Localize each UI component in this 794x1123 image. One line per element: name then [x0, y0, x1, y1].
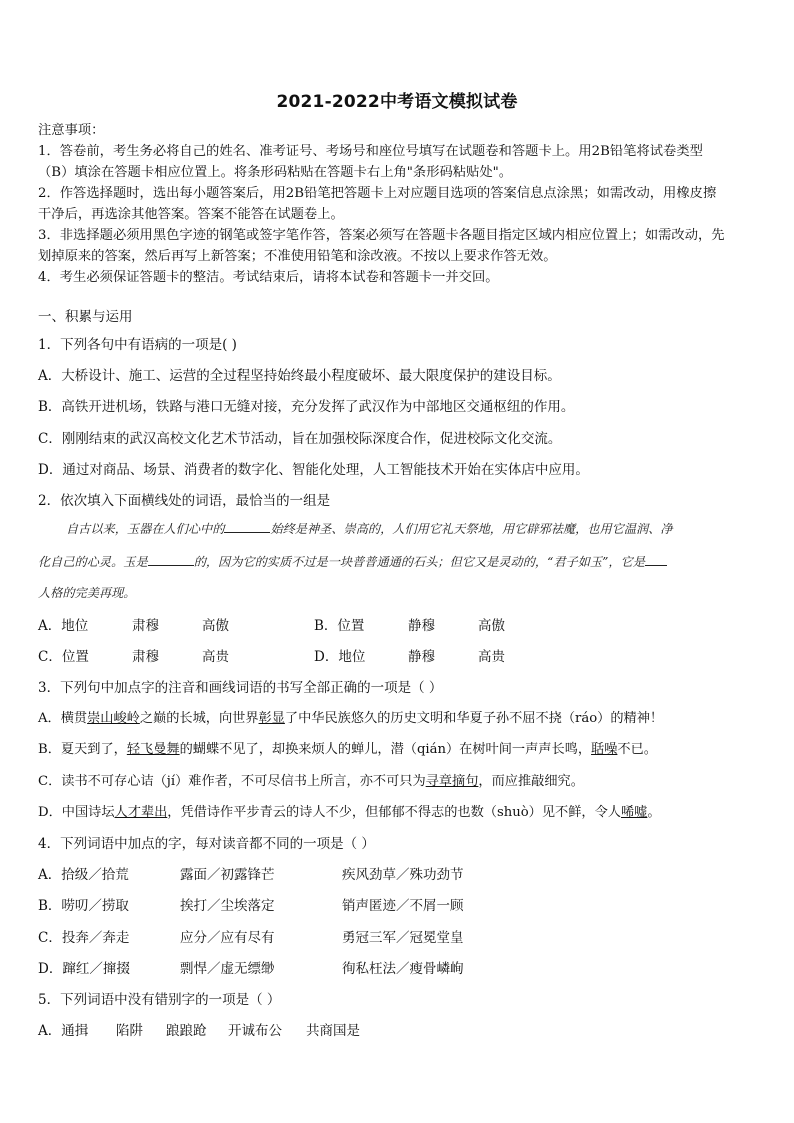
q2-options-row-2	[38, 645, 505, 665]
q4-cell: 剽悍／虚无缥缈	[180, 961, 275, 977]
q4-option-b	[38, 894, 464, 914]
q3-text: A．横贯	[38, 711, 88, 726]
q2-option-d: D．地位	[314, 649, 366, 665]
q2-passage-text: 的，因为它的实质不过是一块普普通通的石头；但它又是灵动的，“君子如玉”，它是	[193, 555, 645, 569]
q2-option-word: 肃穆	[132, 649, 159, 665]
q2-option-c: C．位置	[38, 649, 89, 665]
q3-option-a	[38, 707, 663, 726]
q3-option-c	[38, 770, 584, 789]
q2-passage-text: 化自己的心灵。玉是	[38, 555, 148, 569]
q2-passage-line-3: 人格的完美再现。	[38, 586, 136, 600]
q3-text: B．夏天到了，	[38, 742, 127, 757]
q2-option-word: 肃穆	[132, 618, 159, 634]
q5-stem: 5．下列词语中没有错别字的一项是（ ）	[38, 992, 281, 1008]
q4-option-d	[38, 957, 464, 977]
q5-word: A．通揖	[38, 1023, 89, 1039]
section-heading: 一、积累与运用	[38, 309, 133, 325]
q5-word: 开诚布公	[228, 1023, 282, 1039]
q4-stem: 4．下列词语中加点的字，每对读音都不同的一项是（ ）	[38, 836, 375, 852]
q2-blank-1	[224, 520, 270, 533]
q1-option-b: B．高铁开进机场，铁路与港口无缝对接，充分发挥了武汉作为中部地区交通枢纽的作用。	[38, 399, 575, 415]
q4-option-a	[38, 863, 464, 883]
q4-cell: C．投奔／奔走	[38, 930, 130, 946]
q2-option-b: B．位置	[314, 618, 365, 634]
q1-stem: 1．下列各句中有语病的一项是( )	[38, 337, 237, 353]
q4-cell: 徇私枉法／瘦骨嶙峋	[342, 961, 464, 977]
q3-text: 的蝴蝶不见了，却换来烦人的蝉儿，潜（qián）在树叶间一声声长鸣，	[179, 742, 592, 757]
q3-underlined-word: 崇山峻岭	[87, 711, 140, 726]
q3-text: 之巅的长城，向世界	[139, 711, 259, 726]
q3-text: D．中国诗坛	[38, 805, 115, 820]
q3-underlined-word: 轻飞曼舞	[126, 742, 180, 757]
q2-stem: 2．依次填入下面横线处的词语，最恰当的一组是	[38, 493, 331, 509]
q4-cell: 应分／应有尽有	[180, 930, 275, 946]
q1-option-c: C．刚刚结束的武汉高校文化艺术节活动，旨在加强校际深度合作，促进校际文化交流。	[38, 431, 562, 447]
notes-line: 1．答卷前，考生务必将自己的姓名、准考证号、考场号和座位号填写在试题卷和答题卡上。用2B铅笔将试卷类型	[38, 144, 703, 159]
q3-underlined-word: 唏嘘	[620, 805, 648, 820]
q2-blank-3	[645, 553, 667, 566]
q3-text: ，而应推敲细究。	[478, 774, 584, 789]
q4-option-c	[38, 926, 464, 946]
q3-underlined-word: 聒噪	[591, 742, 618, 757]
q4-cell: 疾风劲草／殊功劲节	[342, 867, 464, 883]
q2-passage-text: 始终是神圣、崇高的，人们用它礼天祭地，用它辟邪祛魔，也用它温润、净	[270, 522, 673, 536]
q2-option-word: 高傲	[202, 618, 229, 634]
notes-line: 2．作答选择题时，选出每小题答案后，用2B铅笔把答题卡上对应题目选项的答案信息点涂黑；如需改动，用橡皮擦	[38, 186, 717, 201]
q2-options-row-1	[38, 614, 505, 634]
q3-text: 了中华民族悠久的历史文明和华夏子孙不屈不挠（ráo）的精神！	[284, 711, 664, 726]
notes-line: 干净后，再选涂其他答案。答案不能答在试题卷上。	[38, 207, 344, 222]
q5-option-a	[38, 1019, 360, 1039]
q4-cell: B．唠叨／捞取	[38, 898, 129, 914]
notes-line: 4．考生必须保证答题卡的整洁。考试结束后，请将本试卷和答题卡一并交回。	[38, 270, 499, 285]
notes-line: （B）填涂在答题卡相应位置上。将条形码粘贴在答题卡右上角"条形码粘贴处"。	[38, 165, 513, 180]
q2-option-word: 静穆	[408, 649, 435, 665]
notes-heading: 注意事项：	[38, 123, 105, 138]
q3-text: ，凭借诗作平步青云的诗人不少，但郁郁不得志的也数（shuò）见不鲜，令人	[167, 805, 621, 820]
q4-cell: 挨打／尘埃落定	[180, 898, 275, 914]
q2-option-word: 高傲	[478, 618, 505, 634]
q3-stem: 3．下列句中加点字的注音和画线词语的书写全部正确的一项是（ ）	[38, 680, 443, 696]
q4-cell: 露面／初露锋芒	[180, 867, 275, 883]
q5-word: 共商国是	[306, 1023, 360, 1039]
q2-option-word: 高贵	[478, 649, 505, 665]
q3-text: 不已。	[617, 742, 657, 757]
q2-blank-2	[148, 553, 194, 566]
q2-passage-text: 自古以来，玉器在人们心中的	[66, 522, 225, 536]
q2-option-word: 静穆	[408, 618, 435, 634]
q4-cell: 销声匿迹／不屑一顾	[342, 898, 464, 914]
q4-cell: D．蹿红／撺掇	[38, 961, 130, 977]
notes-line: 3．非选择题必须用黑色字迹的钢笔或签字笔作答，答案必须写在答题卡各题目指定区域内相应位置上；如需改动，先	[38, 228, 725, 243]
q3-text: C．读书不可存心诘（jí）难作者，不可尽信书上所言，亦不可只为	[38, 774, 426, 789]
q2-option-a: A．地位	[38, 618, 89, 634]
q1-option-a: A．大桥设计、施工、运营的全过程坚持始终最小程度破坏、最大限度保护的建设目标。	[38, 368, 561, 384]
q3-underlined-word: 彰显	[258, 711, 285, 726]
q5-word: 陷阱	[116, 1023, 143, 1039]
q3-underlined-word: 人才辈出	[114, 805, 168, 820]
notes-line: 划掉原来的答案，然后再写上新答案；不准使用铅笔和涂改液。不按以上要求作答无效。	[38, 249, 557, 264]
q3-option-b	[38, 738, 657, 757]
q3-underlined-word: 寻章摘句	[425, 774, 479, 789]
q2-option-word: 高贵	[202, 649, 229, 665]
page-title: 2021-2022中考语文模拟试卷	[276, 92, 518, 112]
q3-option-d	[38, 801, 661, 820]
q5-word: 踉踉跄	[166, 1023, 207, 1039]
q1-option-d: D．通过对商品、场景、消费者的数字化、智能化处理，人工智能技术开始在实体店中应用。	[38, 462, 589, 478]
q2-passage-line-1	[66, 520, 786, 537]
q3-text: 。	[647, 805, 661, 820]
q4-cell: A．拾级／拾荒	[38, 867, 129, 883]
q4-cell: 勇冠三军／冠冕堂皇	[342, 930, 464, 946]
notes-block	[38, 120, 766, 288]
q2-passage-line-2	[38, 553, 758, 570]
